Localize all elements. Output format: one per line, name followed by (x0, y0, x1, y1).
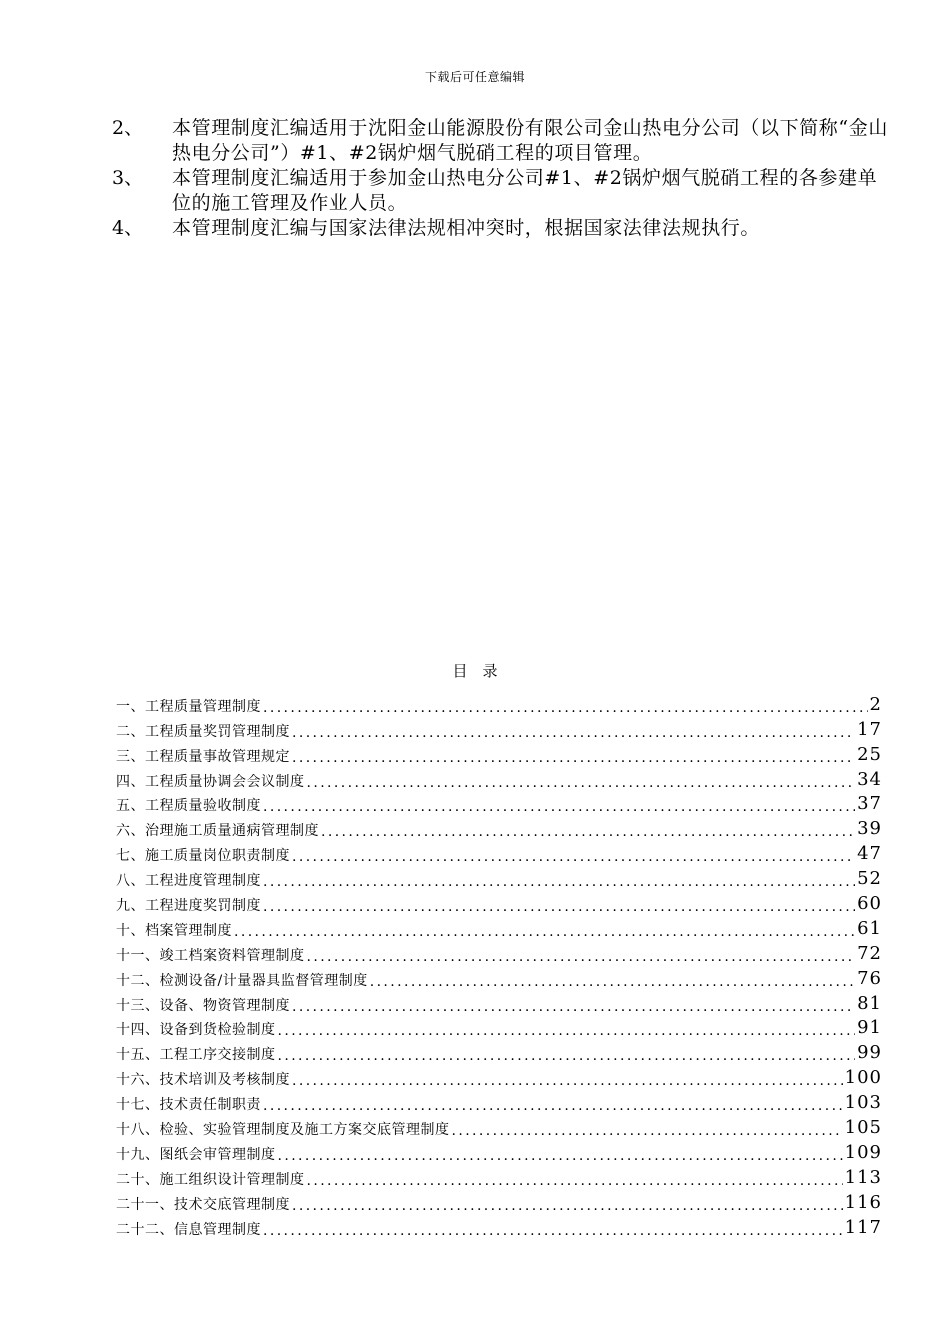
toc-dot-leader (263, 1098, 843, 1114)
toc-entry-label: 一、工程质量管理制度 (116, 698, 261, 715)
toc-dot-leader (370, 974, 855, 990)
toc-entry-page-number: 25 (857, 743, 882, 765)
toc-entry[interactable] (116, 766, 882, 791)
toc-entry[interactable] (116, 1139, 882, 1164)
toc-entry-page-number: 37 (857, 793, 882, 815)
toc-entry-page-number: 99 (857, 1042, 882, 1064)
toc-entry[interactable] (116, 1064, 882, 1089)
toc-entry-page-number: 76 (857, 967, 882, 989)
toc-dot-leader (307, 949, 856, 965)
toc-dot-leader (263, 700, 868, 716)
toc-entry[interactable] (116, 865, 882, 890)
toc-dot-leader (292, 999, 855, 1015)
toc-dot-leader (292, 1073, 843, 1089)
toc-entry[interactable] (116, 1015, 882, 1040)
toc-entry[interactable] (116, 716, 882, 741)
toc-entry-page-number: 100 (844, 1067, 882, 1089)
toc-dot-leader (263, 1223, 843, 1239)
toc-dot-leader (307, 1173, 843, 1189)
table-of-contents (116, 691, 882, 1239)
toc-entry-label: 三、工程质量事故管理规定 (116, 748, 290, 765)
clause-item (112, 116, 892, 166)
toc-entry[interactable] (116, 815, 882, 840)
toc-entry-page-number: 109 (844, 1141, 882, 1163)
toc-entry-label: 十三、设备、物资管理制度 (116, 997, 290, 1014)
toc-entry-page-number: 105 (844, 1117, 882, 1139)
toc-entry-label: 六、治理施工质量通病管理制度 (116, 823, 319, 840)
toc-entry-label: 四、工程质量协调会会议制度 (116, 773, 305, 790)
toc-dot-leader (263, 799, 855, 815)
toc-entry-page-number: 34 (857, 768, 882, 790)
toc-entry-label: 十一、竣工档案资料管理制度 (116, 947, 305, 964)
toc-entry-page-number: 39 (857, 818, 882, 840)
toc-entry[interactable] (116, 1114, 882, 1139)
toc-entry-page-number: 113 (844, 1166, 882, 1188)
toc-entry-page-number: 91 (857, 1017, 882, 1039)
toc-entry[interactable] (116, 890, 882, 915)
toc-dot-leader (278, 1148, 843, 1164)
toc-entry[interactable] (116, 940, 882, 965)
toc-entry-page-number: 61 (857, 917, 882, 939)
toc-dot-leader (263, 874, 855, 890)
clause-number: 3、 (112, 167, 144, 189)
toc-entry[interactable] (116, 990, 882, 1015)
toc-entry-label: 二十、施工组织设计管理制度 (116, 1171, 305, 1188)
toc-entry-page-number: 47 (857, 843, 882, 865)
toc-dot-leader (292, 750, 855, 766)
clause-item (112, 166, 892, 216)
toc-entry-label: 二、工程质量奖罚管理制度 (116, 723, 290, 740)
toc-entry-label: 十五、工程工序交接制度 (116, 1047, 276, 1064)
toc-entry-page-number: 52 (857, 868, 882, 890)
toc-entry-label: 十六、技术培训及考核制度 (116, 1072, 290, 1089)
toc-entry-page-number: 60 (857, 893, 882, 915)
clause-list (112, 116, 892, 241)
toc-dot-leader (292, 849, 855, 865)
toc-entry-label: 十二、检测设备/计量器具监督管理制度 (116, 972, 368, 989)
toc-entry[interactable] (116, 1214, 882, 1239)
toc-title: 目 录 (452, 662, 498, 680)
toc-entry-label: 十、档案管理制度 (116, 922, 232, 939)
toc-dot-leader (292, 725, 855, 741)
clause-text: 本管理制度汇编适用于参加金山热电分公司#1、#2锅炉烟气脱硝工程的各参建单位的施工管理及作业人员。 (172, 167, 878, 214)
toc-entry[interactable] (116, 791, 882, 816)
toc-dot-leader (234, 924, 855, 940)
toc-entry-label: 二十一、技术交底管理制度 (116, 1196, 290, 1213)
toc-entry[interactable] (116, 1189, 882, 1214)
toc-entry-label: 八、工程进度管理制度 (116, 873, 261, 890)
toc-entry-label: 十四、设备到货检验制度 (116, 1022, 276, 1039)
toc-entry-page-number: 116 (844, 1191, 882, 1213)
toc-dot-leader (321, 824, 855, 840)
toc-entry-label: 十八、检验、实验管理制度及施工方案交底管理制度 (116, 1122, 450, 1139)
toc-dot-leader (452, 1123, 843, 1139)
toc-entry[interactable] (116, 1164, 882, 1189)
clause-item (112, 216, 892, 241)
toc-dot-leader (292, 1198, 843, 1214)
toc-entry[interactable] (116, 1089, 882, 1114)
toc-entry-label: 二十二、信息管理制度 (116, 1221, 261, 1238)
toc-entry[interactable] (116, 691, 882, 716)
clause-text: 本管理制度汇编适用于沈阳金山能源股份有限公司金山热电分公司（以下简称“金山热电分公司”）#1、#2锅炉烟气脱硝工程的项目管理。 (172, 117, 888, 164)
header-watermark: 下载后可任意编辑 (424, 70, 525, 84)
toc-entry-page-number: 72 (857, 942, 882, 964)
toc-dot-leader (307, 775, 856, 791)
clause-text: 本管理制度汇编与国家法律法规相冲突时，根据国家法律法规执行。 (172, 217, 761, 239)
toc-entry-page-number: 2 (869, 693, 882, 715)
toc-entry-label: 十七、技术责任制职责 (116, 1097, 261, 1114)
toc-entry[interactable] (116, 840, 882, 865)
toc-entry-label: 七、施工质量岗位职责制度 (116, 848, 290, 865)
toc-entry-label: 九、工程进度奖罚制度 (116, 898, 261, 915)
toc-entry-page-number: 81 (857, 992, 882, 1014)
toc-dot-leader (278, 1048, 856, 1064)
toc-dot-leader (263, 899, 855, 915)
toc-entry[interactable] (116, 965, 882, 990)
toc-entry-label: 五、工程质量验收制度 (116, 798, 261, 815)
toc-entry-page-number: 17 (857, 718, 882, 740)
clause-number: 2、 (112, 117, 144, 139)
toc-entry-page-number: 103 (844, 1092, 882, 1114)
toc-entry[interactable] (116, 741, 882, 766)
toc-dot-leader (278, 1023, 856, 1039)
toc-entry[interactable] (116, 1039, 882, 1064)
toc-entry-label: 十九、图纸会审管理制度 (116, 1146, 276, 1163)
toc-entry[interactable] (116, 915, 882, 940)
toc-entry-page-number: 117 (844, 1216, 882, 1238)
clause-number: 4、 (112, 217, 144, 239)
